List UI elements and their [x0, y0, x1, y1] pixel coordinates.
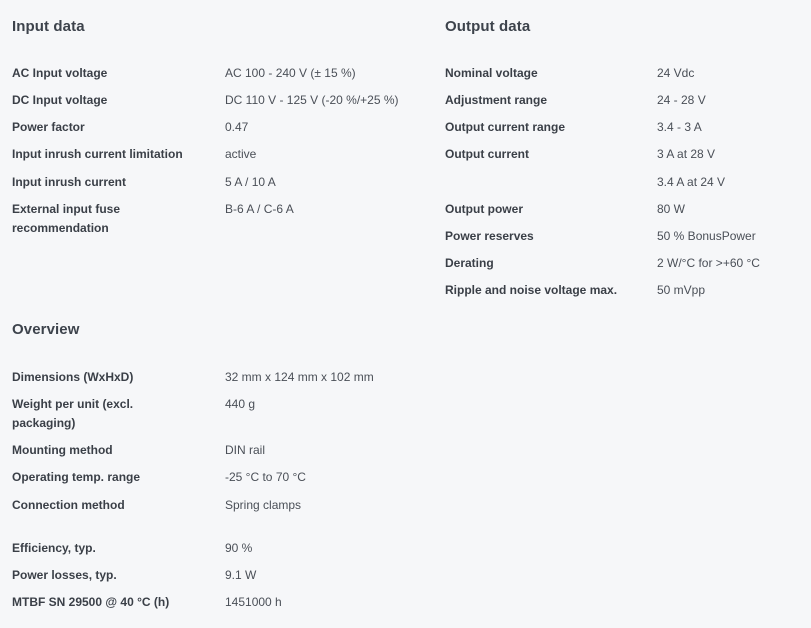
- output-data-title: Output data: [445, 18, 531, 35]
- spec-label: Adjustment range: [445, 93, 548, 107]
- spec-label: Power reserves: [445, 229, 534, 243]
- table-row: [12, 173, 435, 200]
- spec-label: Ripple and noise voltage max.: [445, 283, 618, 297]
- spec-label: External input fuse recommendation: [12, 202, 121, 235]
- table-row: [445, 173, 807, 200]
- spec-value: DC 110 V - 125 V (-20 %/+25 %): [225, 93, 399, 107]
- spec-value: active: [225, 147, 257, 161]
- spec-value: DIN rail: [225, 443, 266, 457]
- spec-label: Efficiency, typ.: [12, 541, 96, 555]
- spec-label: [445, 173, 657, 200]
- spec-label: AC Input voltage: [12, 66, 108, 80]
- table-row: [445, 281, 807, 308]
- table-row: [445, 145, 807, 173]
- table-row: [12, 395, 435, 441]
- spec-value: 50 % BonusPower: [657, 229, 756, 243]
- spec-value: 80 W: [657, 202, 686, 216]
- spec-label: Input inrush current: [12, 175, 126, 189]
- table-row: [12, 145, 435, 173]
- table-row: [12, 91, 435, 118]
- spec-label: Dimensions (WxHxD): [12, 370, 134, 384]
- spec-label: Connection method: [12, 498, 125, 512]
- spec-label: Derating: [445, 256, 494, 270]
- spec-value: 0.47: [225, 120, 249, 134]
- spec-label: Output current range: [445, 120, 566, 134]
- table-row: [445, 91, 807, 118]
- spec-value: 90 %: [225, 541, 253, 555]
- table-row: [12, 118, 435, 145]
- spec-value: 32 mm x 124 mm x 102 mm: [225, 370, 374, 384]
- spec-label: MTBF SN 29500 @ 40 °C (h): [12, 595, 170, 609]
- table-row: [12, 496, 435, 539]
- table-row: [445, 200, 807, 227]
- table-row: [445, 118, 807, 145]
- spec-value: -25 °C to 70 °C: [225, 470, 306, 484]
- input-data-table: [12, 64, 435, 240]
- table-row: [12, 441, 435, 468]
- spec-label: Mounting method: [12, 443, 113, 457]
- spec-value: 3.4 A at 24 V: [657, 175, 726, 189]
- spec-value: 440 g: [225, 397, 256, 411]
- spec-label: Input inrush current limitation: [12, 147, 183, 161]
- output-data-table: [445, 64, 807, 308]
- spec-label: Power factor: [12, 120, 85, 134]
- spec-label: Output power: [445, 202, 523, 216]
- table-row: [12, 468, 435, 496]
- table-row: [12, 566, 435, 593]
- spec-value: 50 mVpp: [657, 283, 706, 297]
- spec-label: Weight per unit (excl. packaging): [12, 397, 134, 430]
- table-row: [12, 64, 435, 91]
- spec-value: 1451000 h: [225, 595, 282, 609]
- spec-value: Spring clamps: [225, 498, 302, 512]
- spec-label: DC Input voltage: [12, 93, 108, 107]
- spec-label: Nominal voltage: [445, 66, 538, 80]
- table-row: [12, 539, 435, 566]
- table-row: [445, 64, 807, 91]
- spec-value: 24 - 28 V: [657, 93, 706, 107]
- overview-table: [12, 368, 435, 620]
- table-row: [445, 254, 807, 281]
- spec-value: 3.4 - 3 A: [657, 120, 702, 134]
- spec-value: AC 100 - 240 V (± 15 %): [225, 66, 356, 80]
- spec-value: 5 A / 10 A: [225, 175, 276, 189]
- spec-value: 3 A at 28 V: [657, 147, 716, 161]
- spec-label: Power losses, typ.: [12, 568, 117, 582]
- input-data-section: [12, 18, 85, 36]
- overview-title: Overview: [12, 321, 80, 338]
- spec-value: B-6 A / C-6 A: [225, 202, 294, 216]
- spec-label: Operating temp. range: [12, 470, 141, 484]
- table-row: [12, 368, 435, 395]
- input-data-title: Input data: [12, 18, 85, 35]
- table-row: [12, 200, 435, 240]
- table-row: [445, 227, 807, 254]
- overview-section: [12, 321, 80, 339]
- output-data-section: [445, 18, 530, 36]
- spec-value: 9.1 W: [225, 568, 257, 582]
- table-row: [12, 593, 435, 620]
- spec-value: 2 W/°C for >+60 °C: [657, 256, 760, 270]
- spec-value: 24 Vdc: [657, 66, 695, 80]
- spec-label: Output current: [445, 147, 529, 161]
